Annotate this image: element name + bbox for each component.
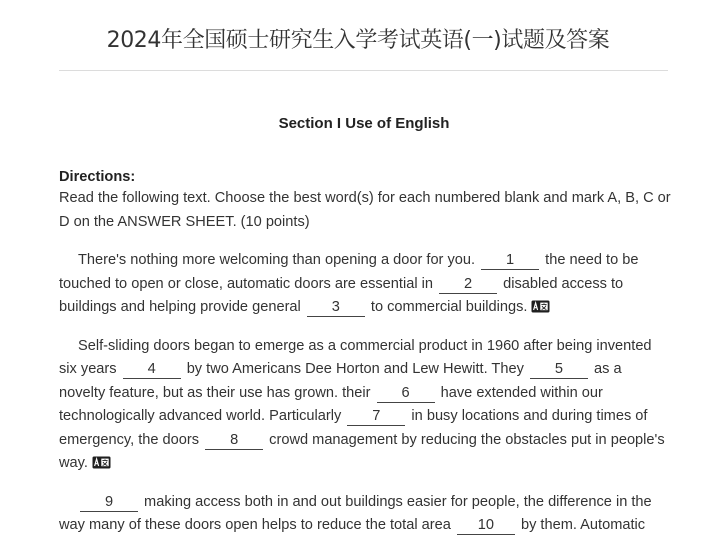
passage-text: in busy locations and during times of emergency, the doors bbox=[59, 408, 648, 448]
translate-icon[interactable] bbox=[531, 300, 550, 313]
directions-label: Directions: bbox=[59, 169, 136, 185]
passage-text: to commercial buildings. bbox=[366, 299, 528, 315]
answer-blank: 6 bbox=[377, 385, 435, 403]
passage-text: There's nothing more welcoming than opening a door for you. bbox=[78, 252, 480, 268]
title-divider bbox=[59, 70, 668, 71]
answer-blank: 4 bbox=[123, 361, 181, 379]
answer-blank: 9 bbox=[80, 494, 138, 512]
passage-paragraph bbox=[59, 335, 671, 476]
answer-blank: 10 bbox=[457, 517, 515, 535]
answer-blank: 1 bbox=[481, 252, 539, 270]
passage-text: have extended within our technologically advanced world. Particularly bbox=[59, 384, 603, 424]
answer-blank: 3 bbox=[307, 299, 365, 317]
passage-text: as a novelty feature, but as their use has grown. their bbox=[59, 361, 622, 401]
passage-text: by two Americans Dee Horton and Lew Hewitt. They bbox=[182, 361, 528, 377]
passage-text: disabled access to buildings and helping provide general bbox=[59, 275, 624, 315]
translate-icon[interactable] bbox=[92, 456, 111, 469]
answer-blank: 8 bbox=[205, 432, 263, 450]
passage-text: making access both in and out buildings easier for people, the difference in the way many of these doors open helps to reduce the total area bbox=[59, 493, 652, 533]
passage-text: Self-sliding doors began to emerge as a commercial product in 1960 after being invented six years bbox=[59, 337, 652, 377]
passage-text: the need to be touched to open or close, automatic doors are essential in bbox=[59, 252, 639, 292]
section-heading: Section I Use of English bbox=[278, 115, 450, 132]
article-content bbox=[59, 167, 671, 553]
directions-text: Read the following text. Choose the best word(s) for each numbered blank and mark A, B, C or D on the ANSWER SHEET. (10 points) bbox=[59, 190, 671, 230]
answer-blank: 5 bbox=[530, 361, 588, 379]
page-title: 2024年全国硕士研究生入学考试英语(一)试题及答案 bbox=[106, 28, 610, 53]
passage-text: crowd management by reducing the obstacles put in people's way. bbox=[59, 431, 665, 471]
answer-blank: 7 bbox=[347, 408, 405, 426]
passage-paragraph bbox=[59, 249, 671, 320]
passage-paragraph bbox=[59, 491, 671, 538]
cloze-passage bbox=[59, 249, 671, 538]
answer-blank: 2 bbox=[439, 276, 497, 294]
passage-text: by them. Automatic bbox=[516, 517, 646, 533]
